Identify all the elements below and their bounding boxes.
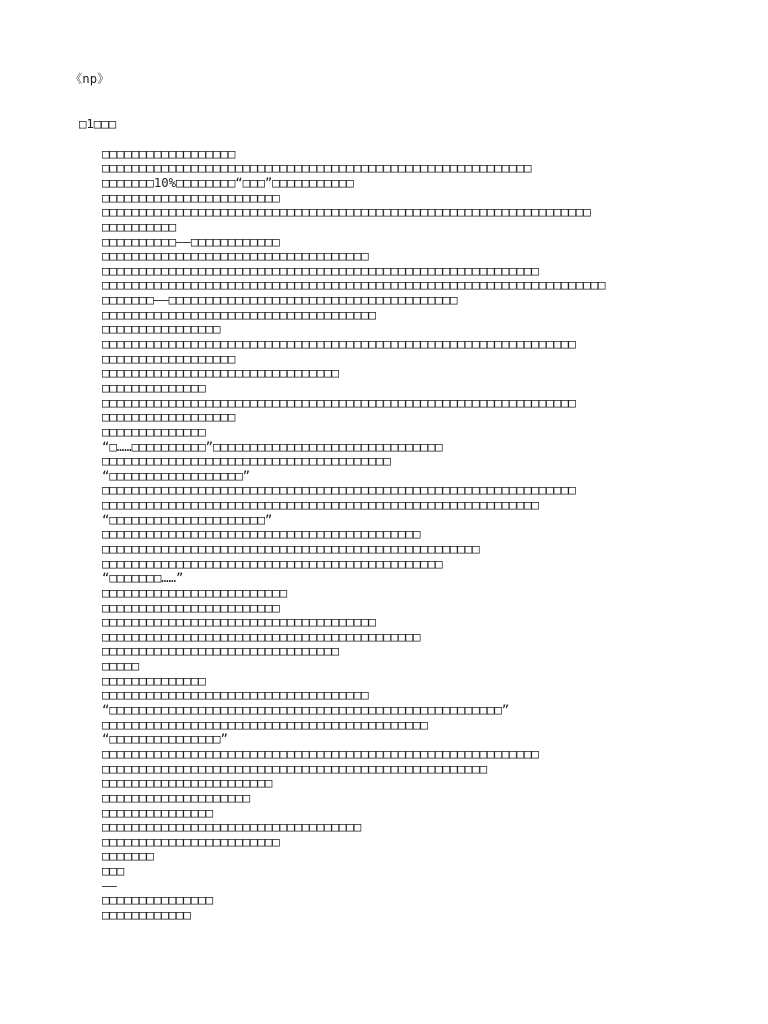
text-line: □□□□□□□□□□□□□□□□□□ — [102, 146, 236, 161]
text-line: □□□□□□□□□□□□□□□□□□□□□□□□□□□□□□□□□□□□□□□□□□□□□□□□□□□□□□□□□□□ — [102, 263, 539, 278]
text-line: □□□□□□□□□□□□□□□□□□ — [102, 410, 236, 425]
text-line: □□□□□□□ — [102, 849, 154, 864]
text-line: □□□□□□□□□□□□□□□□□□□□□□□□□□□□□□□□□□□□□ — [102, 307, 376, 322]
document-body — [102, 147, 742, 923]
text-line: □□□□□□□□□□□□□□□□□□□□□□□□□□□□□□□□□□□□□□□□□□□□□□□□□□□□ — [102, 761, 487, 776]
text-line: □□□□□□□□□□□□□□□ — [102, 805, 214, 820]
document-title: 《np》 — [70, 72, 110, 86]
text-line: □□□□□□□□□□□□□□□□□□□□□□□□□□□□□□□□□□□□ — [102, 688, 369, 703]
text-line: □□□□□□□□□□□□□□□□□□□□□□□□□□□□□□□□□□□□□□□□□□□ — [102, 629, 421, 644]
text-line: □□□□□□□□□□□□□□□□□□□□□□□□□□□□□□□□□□□□□□□□□□□□□□□□□□□□□□□□□□□ — [102, 746, 539, 761]
text-line: □□□□□□□□□□□□□□□□□□□□□□□□□□□□□□□□□□□□□ — [102, 615, 376, 630]
text-line: “□□□□□□□……” — [102, 571, 184, 586]
text-line: □□□□□□□□□□□□□□□□□□□□ — [102, 790, 251, 805]
text-line: □□□□□□□——□□□□□□□□□□□□□□□□□□□□□□□□□□□□□□□□□□□□□□□ — [102, 293, 458, 308]
text-line: “□……□□□□□□□□□□”□□□□□□□□□□□□□□□□□□□□□□□□□□□□□□□ — [102, 439, 443, 454]
text-line: □□□ — [102, 864, 125, 879]
text-line: “□□□□□□□□□□□□□□□” — [102, 732, 228, 747]
text-line: □□□□□□□□□□□□□□□□□□□□□□□□□□□□□□□□□□□ — [102, 820, 362, 835]
text-line: □□□□□□□□□□□□□□□□□□□□□□□ — [102, 776, 273, 791]
text-line: □□□□□□□□□□□□□□□□□□□□□□□□□□□□□□□□□□□□□□□□□□□□□□□□□□□□□□□□□□□ — [102, 498, 539, 513]
text-line: □□□□□□□□□□□□□□□□□□□□□□□□□□□□□□□□□□□□□□□□□□□□□□□□□□□□□□□□□□□□□□□□□□□□ — [102, 278, 606, 293]
text-line: □□□□□□□□□□□□□□□□□□□□□□□□□□□□□□□□ — [102, 644, 339, 659]
text-line: □□□□□□□□□□□□□□ — [102, 424, 206, 439]
text-line: □□□□□□□□□□□□□□ — [102, 673, 206, 688]
text-line: □□□□□□□□□□□□□□□□□□□□□□□□ — [102, 190, 280, 205]
text-line: □□□□□□□□□□□□□□□□□□□□□□□□□□□□□□□□□□□□□□□□□□□□□□□□□□□□□□□□□□□□□□□□ — [102, 395, 576, 410]
text-line: □□□□□□□□□□□□□□□□□□□□□□□□□□□□□□□□□□□□□□□□□□□□□□□□□□□□□□□□□□□□□□□□□□ — [102, 205, 591, 220]
text-line: □□□□□□□□□□□□ — [102, 908, 191, 922]
text-line: □□□□□□□□□□□□□□□□ — [102, 322, 221, 337]
text-line: □□□□□□□□□□□□□□□ — [102, 893, 214, 908]
text-line: —— — [102, 878, 117, 893]
text-line: □□□□□□□□□□□□□□□□□□□□□□□□□□□□□□□□□□□□□□□□□□□□□□□□□□□□□□□□□□□□□□□□ — [102, 337, 576, 352]
text-line: □□□□□□□□□□□□□□□□□□□□□□□□□□□□□□□□□□□□□□□□□□□□□□□□□□□□□□□□□□ — [102, 161, 532, 176]
text-line: □□□□□□□□□□□□□□□□□□ — [102, 351, 236, 366]
text-line: “□□□□□□□□□□□□□□□□□□” — [102, 468, 251, 483]
text-line: □□□□□□□□□□□□□□□□□□□□□□□□□□□□□□□□□□□□□□□□□□□□□□□□□□□□□□□□□□□□□□□□ — [102, 483, 576, 498]
text-line: □□□□□□□□□□□□□□□□□□□□□□□□ — [102, 600, 280, 615]
text-line: □□□□□□□□□□□□□□□□□□□□□□□□□□□□□□□□□□□□□□□□□□□□ — [102, 717, 428, 732]
text-line: □□□□□□□□□□□□□□□□□□□□□□□□□□□□□□□□ — [102, 366, 339, 381]
text-line: “□□□□□□□□□□□□□□□□□□□□□□□□□□□□□□□□□□□□□□□□□□□□□□□□□□□□□” — [102, 703, 510, 718]
text-line: □□□□□□□□□□ — [102, 219, 177, 234]
text-line: □□□□□□□□□□□□□□□□□□□□□□□□□□□□□□□□□□□□□□□ — [102, 454, 391, 469]
chapter-heading: □1□□□ — [79, 117, 117, 131]
text-line: □□□□□ — [102, 659, 140, 674]
text-line: □□□□□□□□□□□□□□□□□□□□□□□□□□□□□□□□□□□□ — [102, 249, 369, 264]
text-line: □□□□□□□□□□□□□□□□□□□□□□□□□□□□□□□□□□□□□□□□□□□□□□□□□□□ — [102, 541, 480, 556]
text-line: “□□□□□□□□□□□□□□□□□□□□□” — [102, 512, 273, 527]
text-line: □□□□□□□□□□□□□□□□□□□□□□□□□ — [102, 585, 288, 600]
text-line: □□□□□□□10%□□□□□□□□“□□□”□□□□□□□□□□□ — [102, 175, 354, 190]
text-line: □□□□□□□□□□□□□□ — [102, 380, 206, 395]
text-line: □□□□□□□□□□□□□□□□□□□□□□□□□□□□□□□□□□□□□□□□□□□ — [102, 527, 421, 542]
text-line: □□□□□□□□□□——□□□□□□□□□□□□ — [102, 234, 280, 249]
text-line: □□□□□□□□□□□□□□□□□□□□□□□□□□□□□□□□□□□□□□□□□□□□□□ — [102, 556, 443, 571]
text-line: □□□□□□□□□□□□□□□□□□□□□□□□ — [102, 834, 280, 849]
